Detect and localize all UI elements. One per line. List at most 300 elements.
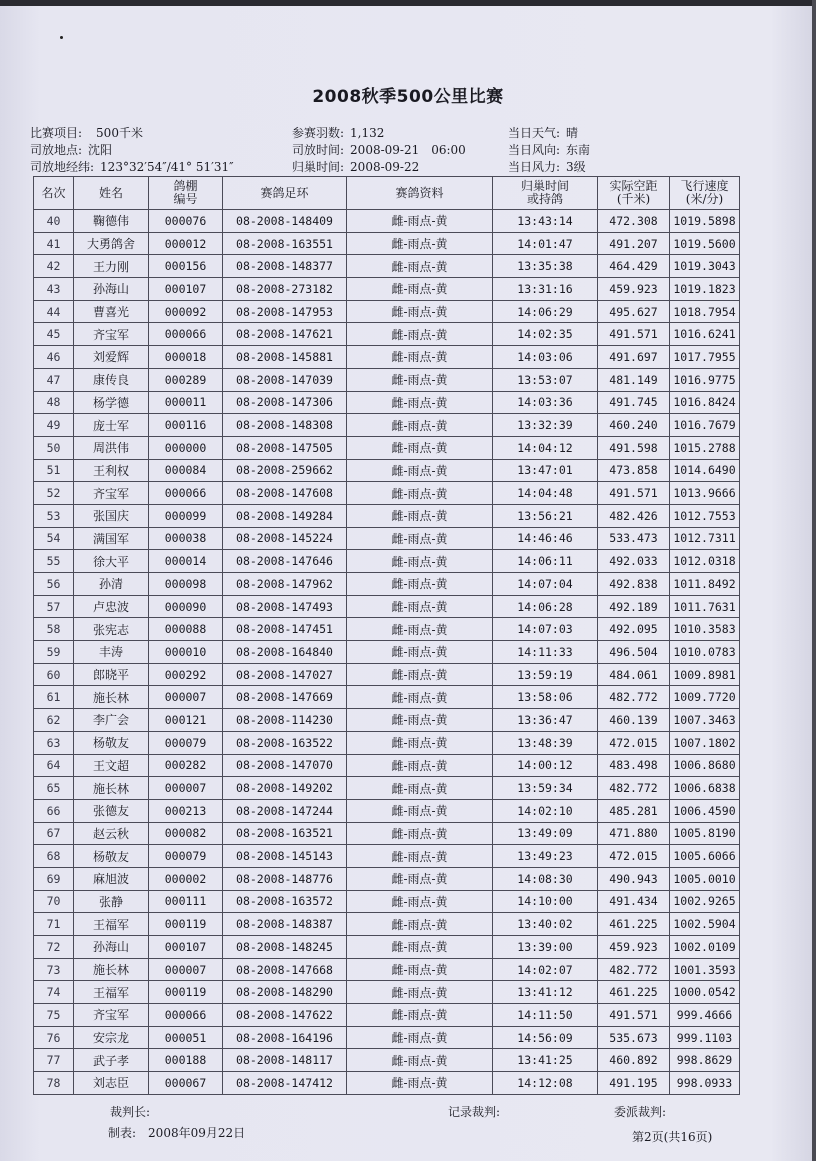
table-row (34, 936, 740, 959)
info-wind-force (508, 158, 586, 175)
cell-distance: 496.504 (598, 641, 670, 664)
cell-arrival-time: 14:04:12 (493, 436, 598, 459)
cell-arrival-time: 14:01:47 (493, 232, 598, 255)
cell-distance: 492.838 (598, 573, 670, 596)
cell-distance: 491.745 (598, 391, 670, 414)
header-info: 赛鸽资料 (347, 177, 493, 210)
cell-name: 施长林 (74, 686, 149, 709)
cell-distance: 482.772 (598, 958, 670, 981)
cell-loft-no: 000188 (149, 1049, 223, 1072)
cell-loft-no: 000090 (149, 595, 223, 618)
cell-rank: 52 (34, 482, 74, 505)
table-row (34, 323, 740, 346)
cell-info: 雌-雨点-黄 (347, 482, 493, 505)
header-speed-line1: 飞行速度 (680, 179, 729, 193)
footer-record-judge: 记录裁判: (448, 1105, 501, 1119)
cell-arrival-time: 14:03:36 (493, 391, 598, 414)
info-event (30, 124, 143, 141)
cell-name: 武子孝 (74, 1049, 149, 1072)
cell-info: 雌-雨点-黄 (347, 504, 493, 527)
table-row (34, 913, 740, 936)
cell-arrival-time: 13:40:02 (493, 913, 598, 936)
cell-rank: 67 (34, 822, 74, 845)
cell-rank: 68 (34, 845, 74, 868)
cell-rank: 77 (34, 1049, 74, 1072)
cell-loft-no: 000079 (149, 731, 223, 754)
cell-loft-no: 000067 (149, 1072, 223, 1095)
scan-top-edge (0, 0, 816, 6)
cell-speed: 1010.3583 (670, 618, 740, 641)
cell-info: 雌-雨点-黄 (347, 300, 493, 323)
cell-arrival-time: 13:58:06 (493, 686, 598, 709)
cell-ring: 08-2008-147039 (223, 368, 347, 391)
cell-speed: 1001.3593 (670, 958, 740, 981)
cell-distance: 492.033 (598, 550, 670, 573)
table-row (34, 890, 740, 913)
cell-loft-no: 000007 (149, 777, 223, 800)
cell-ring: 08-2008-145143 (223, 845, 347, 868)
cell-loft-no: 000007 (149, 686, 223, 709)
info-coordinates-label: 司放地经纬: (30, 160, 95, 174)
cell-name: 王利权 (74, 459, 149, 482)
cell-distance: 482.426 (598, 504, 670, 527)
cell-info: 雌-雨点-黄 (347, 958, 493, 981)
cell-rank: 61 (34, 686, 74, 709)
table-row (34, 754, 740, 777)
cell-ring: 08-2008-163522 (223, 731, 347, 754)
cell-ring: 08-2008-147505 (223, 436, 347, 459)
cell-speed: 1019.1823 (670, 278, 740, 301)
cell-name: 王福军 (74, 913, 149, 936)
cell-distance: 491.697 (598, 346, 670, 369)
table-row (34, 731, 740, 754)
cell-distance: 484.061 (598, 663, 670, 686)
cell-ring: 08-2008-148377 (223, 255, 347, 278)
cell-arrival-time: 14:06:11 (493, 550, 598, 573)
header-loft-no (149, 177, 223, 210)
cell-arrival-time: 13:49:23 (493, 845, 598, 868)
cell-arrival-time: 14:56:09 (493, 1026, 598, 1049)
cell-loft-no: 000119 (149, 981, 223, 1004)
cell-arrival-time: 13:35:38 (493, 255, 598, 278)
footer-chief-judge: 裁判长: (110, 1105, 151, 1119)
cell-info: 雌-雨点-黄 (347, 890, 493, 913)
cell-ring: 08-2008-147608 (223, 482, 347, 505)
cell-arrival-time: 14:11:50 (493, 1004, 598, 1027)
cell-loft-no: 000076 (149, 210, 223, 233)
cell-loft-no: 000010 (149, 641, 223, 664)
cell-distance: 460.892 (598, 1049, 670, 1072)
cell-ring: 08-2008-164840 (223, 641, 347, 664)
cell-speed: 1016.6241 (670, 323, 740, 346)
cell-info: 雌-雨点-黄 (347, 981, 493, 1004)
cell-rank: 75 (34, 1004, 74, 1027)
cell-name: 孙海山 (74, 278, 149, 301)
cell-ring: 08-2008-273182 (223, 278, 347, 301)
cell-info: 雌-雨点-黄 (347, 618, 493, 641)
cell-rank: 72 (34, 936, 74, 959)
cell-ring: 08-2008-147668 (223, 958, 347, 981)
cell-rank: 55 (34, 550, 74, 573)
cell-ring: 08-2008-147244 (223, 799, 347, 822)
table-row (34, 1026, 740, 1049)
cell-info: 雌-雨点-黄 (347, 641, 493, 664)
table-row (34, 709, 740, 732)
cell-info: 雌-雨点-黄 (347, 391, 493, 414)
cell-name: 徐大平 (74, 550, 149, 573)
table-row (34, 527, 740, 550)
header-rank: 名次 (34, 177, 74, 210)
header-arrival-line2: 或持鸽 (526, 192, 563, 206)
cell-loft-no: 000107 (149, 936, 223, 959)
cell-loft-no: 000018 (149, 346, 223, 369)
cell-speed: 1013.9666 (670, 482, 740, 505)
table-row (34, 504, 740, 527)
cell-arrival-time: 13:31:16 (493, 278, 598, 301)
cell-speed: 1012.7553 (670, 504, 740, 527)
cell-name: 杨学德 (74, 391, 149, 414)
cell-name: 施长林 (74, 958, 149, 981)
table-row (34, 641, 740, 664)
cell-rank: 46 (34, 346, 74, 369)
cell-arrival-time: 13:36:47 (493, 709, 598, 732)
cell-rank: 60 (34, 663, 74, 686)
info-weather (508, 124, 578, 141)
cell-arrival-time: 13:59:34 (493, 777, 598, 800)
cell-speed: 1002.0109 (670, 936, 740, 959)
cell-name: 李广会 (74, 709, 149, 732)
cell-speed: 1002.5904 (670, 913, 740, 936)
cell-loft-no: 000116 (149, 414, 223, 437)
info-wind-force-value: 3级 (566, 160, 586, 174)
cell-speed: 1016.9775 (670, 368, 740, 391)
cell-name: 张德友 (74, 799, 149, 822)
cell-speed: 1011.8492 (670, 573, 740, 596)
cell-arrival-time: 14:46:46 (493, 527, 598, 550)
cell-info: 雌-雨点-黄 (347, 1049, 493, 1072)
table-row (34, 278, 740, 301)
cell-rank: 78 (34, 1072, 74, 1095)
table-row (34, 845, 740, 868)
info-wind-direction-label: 当日风向: (508, 143, 561, 157)
cell-loft-no: 000007 (149, 958, 223, 981)
header-loft-no-line1: 鸽棚 (173, 179, 198, 193)
header-distance-line1: 实际空距 (609, 179, 658, 193)
cell-arrival-time: 13:41:12 (493, 981, 598, 1004)
header-distance-line2: (千米) (616, 192, 651, 206)
cell-speed: 1014.6490 (670, 459, 740, 482)
page-title: 2008秋季500公里比赛 (312, 87, 504, 107)
cell-ring: 08-2008-163572 (223, 890, 347, 913)
cell-distance: 491.571 (598, 323, 670, 346)
cell-distance: 495.627 (598, 300, 670, 323)
cell-speed: 1012.0318 (670, 550, 740, 573)
cell-distance: 483.498 (598, 754, 670, 777)
cell-info: 雌-雨点-黄 (347, 867, 493, 890)
cell-info: 雌-雨点-黄 (347, 731, 493, 754)
header-arrival-line1: 归巢时间 (520, 179, 569, 193)
cell-distance: 472.015 (598, 845, 670, 868)
cell-arrival-time: 14:06:29 (493, 300, 598, 323)
cell-arrival-time: 14:03:06 (493, 346, 598, 369)
cell-loft-no: 000092 (149, 300, 223, 323)
info-event-label: 比赛项目: (30, 126, 83, 140)
table-row (34, 1072, 740, 1095)
cell-rank: 66 (34, 799, 74, 822)
cell-info: 雌-雨点-黄 (347, 1072, 493, 1095)
cell-rank: 63 (34, 731, 74, 754)
cell-loft-no: 000051 (149, 1026, 223, 1049)
cell-info: 雌-雨点-黄 (347, 1026, 493, 1049)
cell-distance: 461.225 (598, 981, 670, 1004)
cell-arrival-time: 13:48:39 (493, 731, 598, 754)
table-row (34, 232, 740, 255)
cell-speed: 1019.3043 (670, 255, 740, 278)
cell-info: 雌-雨点-黄 (347, 663, 493, 686)
cell-name: 孙海山 (74, 936, 149, 959)
cell-rank: 40 (34, 210, 74, 233)
table-row (34, 595, 740, 618)
info-participants-value: 1,132 (350, 126, 385, 140)
cell-ring: 08-2008-148245 (223, 936, 347, 959)
cell-distance: 461.225 (598, 913, 670, 936)
info-release-time (292, 141, 466, 158)
cell-speed: 1019.5600 (670, 232, 740, 255)
table-row (34, 482, 740, 505)
cell-loft-no: 000098 (149, 573, 223, 596)
cell-distance: 491.598 (598, 436, 670, 459)
cell-distance: 473.858 (598, 459, 670, 482)
cell-info: 雌-雨点-黄 (347, 845, 493, 868)
cell-rank: 70 (34, 890, 74, 913)
cell-speed: 1011.7631 (670, 595, 740, 618)
cell-arrival-time: 14:07:03 (493, 618, 598, 641)
footer-dispatch-judge: 委派裁判: (614, 1105, 667, 1119)
cell-name: 周洪伟 (74, 436, 149, 459)
cell-loft-no: 000014 (149, 550, 223, 573)
info-wind-direction (508, 141, 590, 158)
info-weather-value: 晴 (566, 126, 579, 140)
cell-name: 康传良 (74, 368, 149, 391)
cell-arrival-time: 14:06:28 (493, 595, 598, 618)
cell-rank: 51 (34, 459, 74, 482)
cell-rank: 59 (34, 641, 74, 664)
cell-speed: 1016.8424 (670, 391, 740, 414)
info-release-place-label: 司放地点: (30, 143, 83, 157)
cell-info: 雌-雨点-黄 (347, 527, 493, 550)
footer-made-by: 制表: 2008年09月22日 (108, 1126, 246, 1140)
cell-arrival-time: 13:59:19 (493, 663, 598, 686)
cell-info: 雌-雨点-黄 (347, 459, 493, 482)
cell-rank: 53 (34, 504, 74, 527)
info-release-time-label: 司放时间: (292, 143, 345, 157)
cell-name: 麻旭波 (74, 867, 149, 890)
cell-arrival-time: 13:39:00 (493, 936, 598, 959)
cell-loft-no: 000000 (149, 436, 223, 459)
cell-ring: 08-2008-148387 (223, 913, 347, 936)
cell-rank: 57 (34, 595, 74, 618)
cell-rank: 62 (34, 709, 74, 732)
cell-loft-no: 000011 (149, 391, 223, 414)
cell-ring: 08-2008-147621 (223, 323, 347, 346)
cell-rank: 50 (34, 436, 74, 459)
info-coordinates (30, 158, 234, 175)
table-row (34, 368, 740, 391)
cell-name: 安宗龙 (74, 1026, 149, 1049)
cell-distance: 482.772 (598, 777, 670, 800)
cell-name: 大勇鸽舍 (74, 232, 149, 255)
cell-distance: 472.015 (598, 731, 670, 754)
cell-arrival-time: 13:56:21 (493, 504, 598, 527)
table-row (34, 663, 740, 686)
header-ring: 赛鸽足环 (223, 177, 347, 210)
cell-name: 齐宝军 (74, 323, 149, 346)
table-row (34, 1049, 740, 1072)
cell-name: 张国庆 (74, 504, 149, 527)
cell-speed: 1010.0783 (670, 641, 740, 664)
cell-name: 鞠德伟 (74, 210, 149, 233)
cell-arrival-time: 13:41:25 (493, 1049, 598, 1072)
cell-loft-no: 000084 (149, 459, 223, 482)
cell-ring: 08-2008-163551 (223, 232, 347, 255)
info-return-time-label: 归巢时间: (292, 160, 345, 174)
table-row (34, 436, 740, 459)
info-wind-force-label: 当日风力: (508, 160, 561, 174)
table-row (34, 1004, 740, 1027)
cell-loft-no: 000107 (149, 278, 223, 301)
header-speed (670, 177, 740, 210)
cell-ring: 08-2008-147622 (223, 1004, 347, 1027)
cell-ring: 08-2008-147962 (223, 573, 347, 596)
cell-rank: 69 (34, 867, 74, 890)
cell-loft-no: 000289 (149, 368, 223, 391)
cell-distance: 492.095 (598, 618, 670, 641)
cell-arrival-time: 14:11:33 (493, 641, 598, 664)
info-wind-direction-value: 东南 (566, 143, 591, 157)
table-row (34, 300, 740, 323)
cell-arrival-time: 14:10:00 (493, 890, 598, 913)
cell-ring: 08-2008-114230 (223, 709, 347, 732)
cell-ring: 08-2008-148776 (223, 867, 347, 890)
info-participants-label: 参赛羽数: (292, 126, 345, 140)
table-row (34, 867, 740, 890)
cell-loft-no: 000119 (149, 913, 223, 936)
cell-name: 齐宝军 (74, 1004, 149, 1027)
table-body (34, 210, 740, 1095)
cell-distance: 533.473 (598, 527, 670, 550)
cell-distance: 460.240 (598, 414, 670, 437)
table-row (34, 958, 740, 981)
cell-rank: 43 (34, 278, 74, 301)
table-row (34, 459, 740, 482)
cell-speed: 999.4666 (670, 1004, 740, 1027)
table-row (34, 255, 740, 278)
cell-name: 杨敬友 (74, 845, 149, 868)
cell-speed: 1016.7679 (670, 414, 740, 437)
info-coordinates-value: 123°32′54″/41° 51′31″ (100, 160, 234, 174)
info-return-time (292, 158, 419, 175)
table-header-row (34, 177, 740, 210)
cell-loft-no: 000111 (149, 890, 223, 913)
cell-arrival-time: 14:00:12 (493, 754, 598, 777)
cell-ring: 08-2008-147070 (223, 754, 347, 777)
cell-rank: 48 (34, 391, 74, 414)
cell-name: 刘志臣 (74, 1072, 149, 1095)
table-row (34, 414, 740, 437)
cell-loft-no: 000066 (149, 1004, 223, 1027)
cell-distance: 459.923 (598, 936, 670, 959)
cell-distance: 472.308 (598, 210, 670, 233)
cell-arrival-time: 13:53:07 (493, 368, 598, 391)
cell-name: 满国军 (74, 527, 149, 550)
cell-arrival-time: 14:02:10 (493, 799, 598, 822)
cell-arrival-time: 14:04:48 (493, 482, 598, 505)
cell-loft-no: 000156 (149, 255, 223, 278)
header-loft-no-line2: 编号 (173, 192, 198, 206)
cell-ring: 08-2008-149284 (223, 504, 347, 527)
cell-distance: 460.139 (598, 709, 670, 732)
cell-ring: 08-2008-145881 (223, 346, 347, 369)
cell-speed: 998.0933 (670, 1072, 740, 1095)
cell-name: 刘爱辉 (74, 346, 149, 369)
cell-arrival-time: 13:32:39 (493, 414, 598, 437)
cell-arrival-time: 14:02:07 (493, 958, 598, 981)
cell-info: 雌-雨点-黄 (347, 936, 493, 959)
cell-loft-no: 000292 (149, 663, 223, 686)
info-release-place (30, 141, 112, 158)
cell-info: 雌-雨点-黄 (347, 913, 493, 936)
cell-ring: 08-2008-148290 (223, 981, 347, 1004)
cell-rank: 65 (34, 777, 74, 800)
cell-name: 施长林 (74, 777, 149, 800)
cell-info: 雌-雨点-黄 (347, 550, 493, 573)
cell-info: 雌-雨点-黄 (347, 414, 493, 437)
results-table (33, 176, 740, 1095)
cell-distance: 464.429 (598, 255, 670, 278)
cell-arrival-time: 14:07:04 (493, 573, 598, 596)
info-weather-label: 当日天气: (508, 126, 561, 140)
table-row (34, 981, 740, 1004)
cell-name: 张宪志 (74, 618, 149, 641)
cell-loft-no: 000012 (149, 232, 223, 255)
cell-rank: 42 (34, 255, 74, 278)
cell-name: 郎晓平 (74, 663, 149, 686)
cell-ring: 08-2008-148308 (223, 414, 347, 437)
cell-ring: 08-2008-147669 (223, 686, 347, 709)
table-row (34, 210, 740, 233)
cell-ring: 08-2008-149202 (223, 777, 347, 800)
cell-info: 雌-雨点-黄 (347, 573, 493, 596)
cell-rank: 47 (34, 368, 74, 391)
cell-speed: 1017.7955 (670, 346, 740, 369)
cell-info: 雌-雨点-黄 (347, 210, 493, 233)
cell-name: 王文超 (74, 754, 149, 777)
cell-ring: 08-2008-259662 (223, 459, 347, 482)
cell-ring: 08-2008-148117 (223, 1049, 347, 1072)
cell-loft-no: 000082 (149, 822, 223, 845)
cell-speed: 999.1103 (670, 1026, 740, 1049)
cell-rank: 41 (34, 232, 74, 255)
cell-info: 雌-雨点-黄 (347, 1004, 493, 1027)
cell-speed: 1000.0542 (670, 981, 740, 1004)
cell-info: 雌-雨点-黄 (347, 346, 493, 369)
cell-name: 孙清 (74, 573, 149, 596)
cell-name: 杨敬友 (74, 731, 149, 754)
cell-distance: 492.189 (598, 595, 670, 618)
cell-ring: 08-2008-147306 (223, 391, 347, 414)
cell-ring: 08-2008-163521 (223, 822, 347, 845)
cell-info: 雌-雨点-黄 (347, 255, 493, 278)
